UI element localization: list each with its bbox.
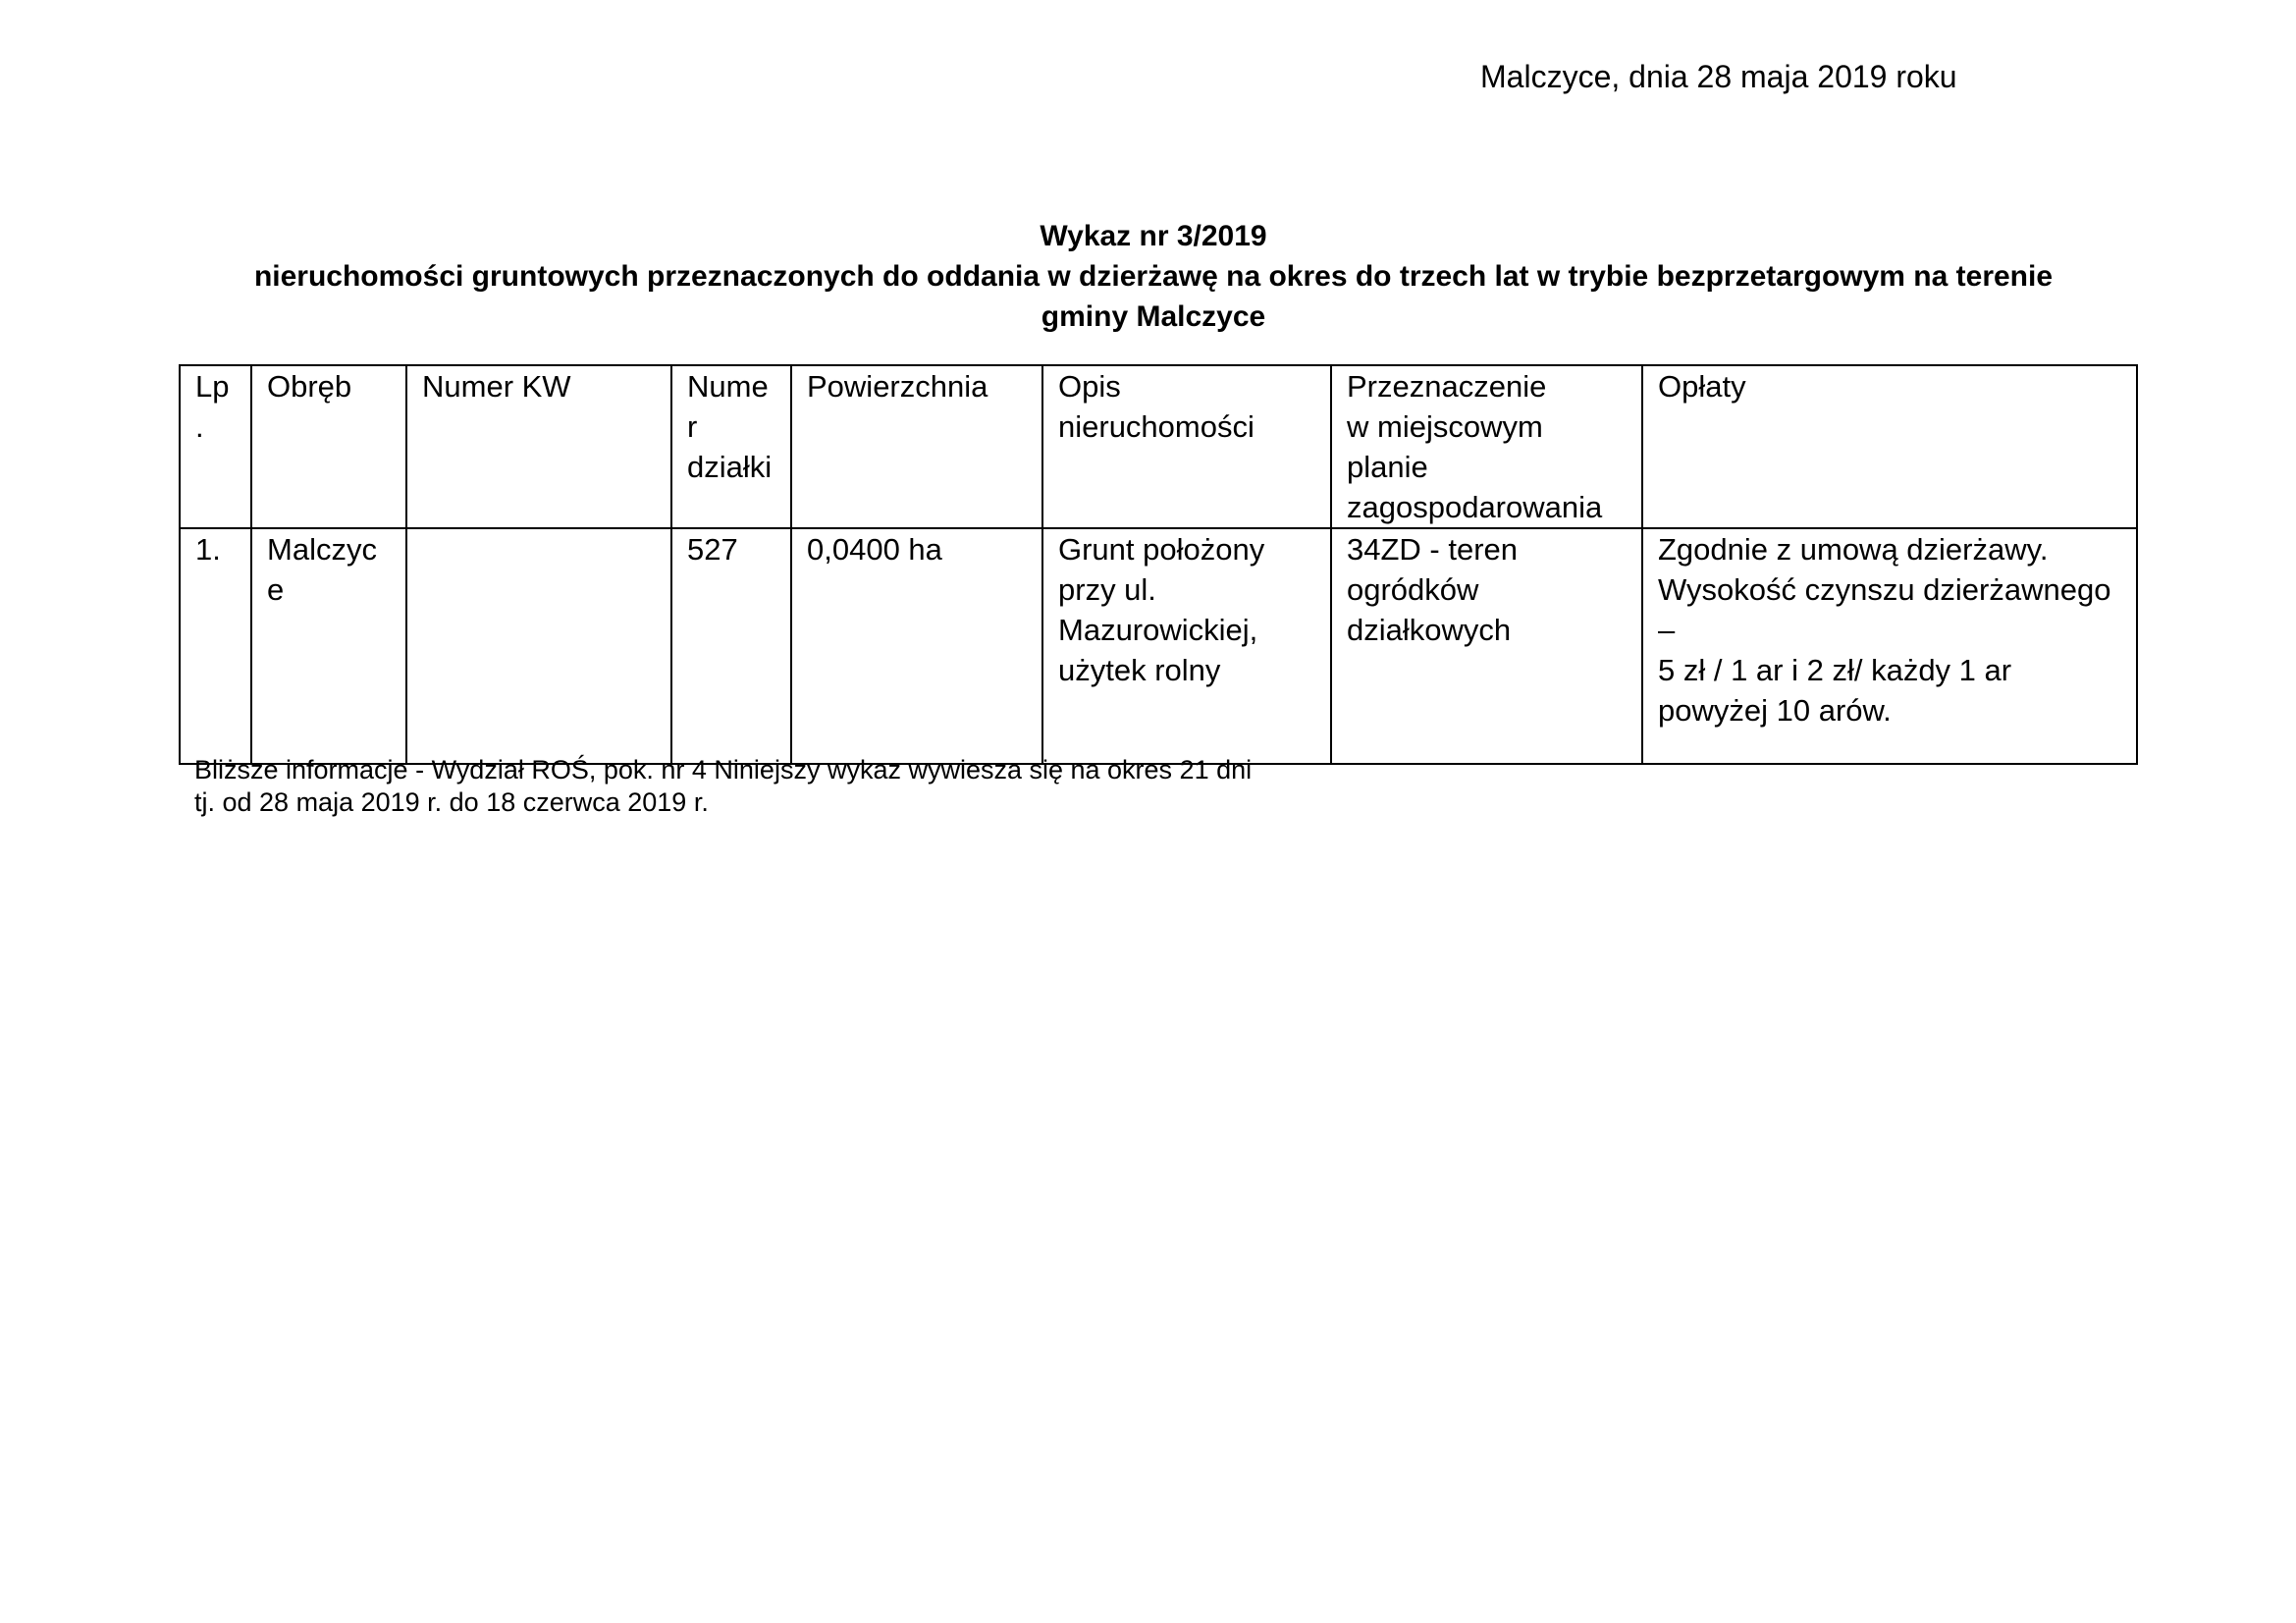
cell-lp: 1.: [180, 528, 251, 764]
table-header-row: [180, 365, 2137, 528]
document-title: [196, 216, 2110, 337]
column-header-przeznaczenie: Przeznaczenie w miejscowym planie zagospodarowania: [1331, 365, 1642, 528]
cell-powierzchnia: 0,0400 ha: [791, 528, 1042, 764]
column-header-numer-dzialki: Nume r działki: [671, 365, 791, 528]
cell-oplaty: Zgodnie z umową dzierżawy. Wysokość czynszu dzierżawnego – 5 zł / 1 ar i 2 zł/ każdy 1 ar powyżej 10 arów.: [1642, 528, 2137, 764]
footer-line-2: tj. od 28 maja 2019 r. do 18 czerwca 2019 r.: [194, 787, 709, 817]
column-header-numer-kw: Numer KW: [406, 365, 671, 528]
column-header-lp: Lp .: [180, 365, 251, 528]
property-listing-table: [179, 364, 2138, 765]
title-line-2: nieruchomości gruntowych przeznaczonych do oddania w dzierżawę na okres do trzech lat w trybie bezprzetargowym na terenie: [253, 260, 2054, 293]
cell-numer-kw: [406, 528, 671, 764]
cell-przeznaczenie: 34ZD - teren ogródków działkowych: [1331, 528, 1642, 764]
footer-line-1: Bliższe informacje - Wydział ROŚ, pok. nr 4 Niniejszy wykaz wywiesza się na okres 21 dni: [194, 755, 1253, 784]
cell-numer-dzialki: 527: [671, 528, 791, 764]
column-header-oplaty: Opłaty: [1642, 365, 2137, 528]
title-line-3: gminy Malczyce: [1041, 300, 1266, 333]
table-row: [180, 528, 2137, 764]
footer-note: [194, 754, 1252, 819]
column-header-obreb: Obręb: [251, 365, 406, 528]
title-line-1: Wykaz nr 3/2019: [1040, 220, 1267, 252]
column-header-powierzchnia: Powierzchnia: [791, 365, 1042, 528]
document-date: Malczyce, dnia 28 maja 2019 roku: [1480, 59, 1957, 94]
column-header-opis: Opis nieruchomości: [1042, 365, 1331, 528]
cell-opis: Grunt położony przy ul. Mazurowickiej, użytek rolny: [1042, 528, 1331, 764]
cell-obreb: Malczyc e: [251, 528, 406, 764]
